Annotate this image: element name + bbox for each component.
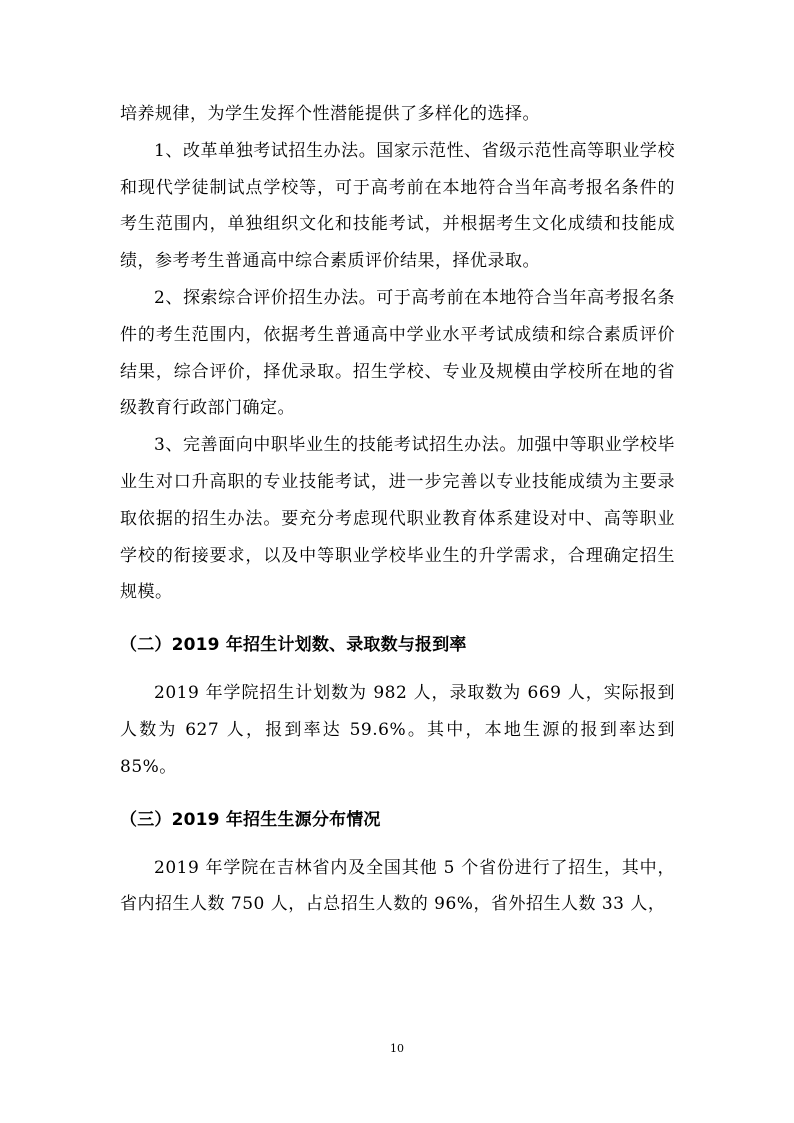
paragraph-student-source: 2019 年学院在吉林省内及全国其他 5 个省份进行了招生，其中，省内招生人数 750 人，占总招生人数的 96%，省外招生人数 33 人，: [120, 857, 675, 915]
paragraph-skills-exam: 3、完善面向中职毕业生的技能考试招生办法。加强中等职业学校毕业生对口升高职的专业技能考试，进一步完善以专业技能成绩为主要录取依据的招生办法。要充分考虑现代职业教育体系建设对中、高等职业学校的衔接要求，以及中等职业学校毕业生的升学需求，合理确定招生规模。: [120, 435, 675, 603]
section-heading-student-source: （三）2019 年招生生源分布情况: [120, 809, 381, 830]
page-number: 10: [390, 1042, 404, 1055]
paragraph-independent-exam: 1、改革单独考试招生办法。国家示范性、省级示范性高等职业学校和现代学徒制试点学校等，可于高考前在本地符合当年高考报名条件的考生范围内，单独组织文化和技能考试，并根据考生文化成绩和技能成绩，参考考生普通高中综合素质评价结果，择优录取。: [120, 140, 675, 272]
paragraph-enrollment-stats: 2019 年学院招生计划数为 982 人，录取数为 669 人，实际报到人数为 627 人，报到率达 59.6%。其中，本地生源的报到率达到 85%。: [120, 683, 675, 777]
paragraph-comprehensive-evaluation: 2、探索综合评价招生办法。可于高考前在本地符合当年高考报名条件的考生范围内，依据考生普通高中学业水平考试成绩和综合素质评价结果，综合评价，择优录取。招生学校、专业及规模由学校所在地的省级教育行政部门确定。: [120, 287, 675, 419]
section-heading-enrollment-stats: （二）2019 年招生计划数、录取数与报到率: [120, 635, 467, 656]
paragraph-continuation: 培养规律，为学生发挥个性潜能提供了多样化的选择。: [120, 104, 540, 124]
page-content: [120, 96, 675, 923]
